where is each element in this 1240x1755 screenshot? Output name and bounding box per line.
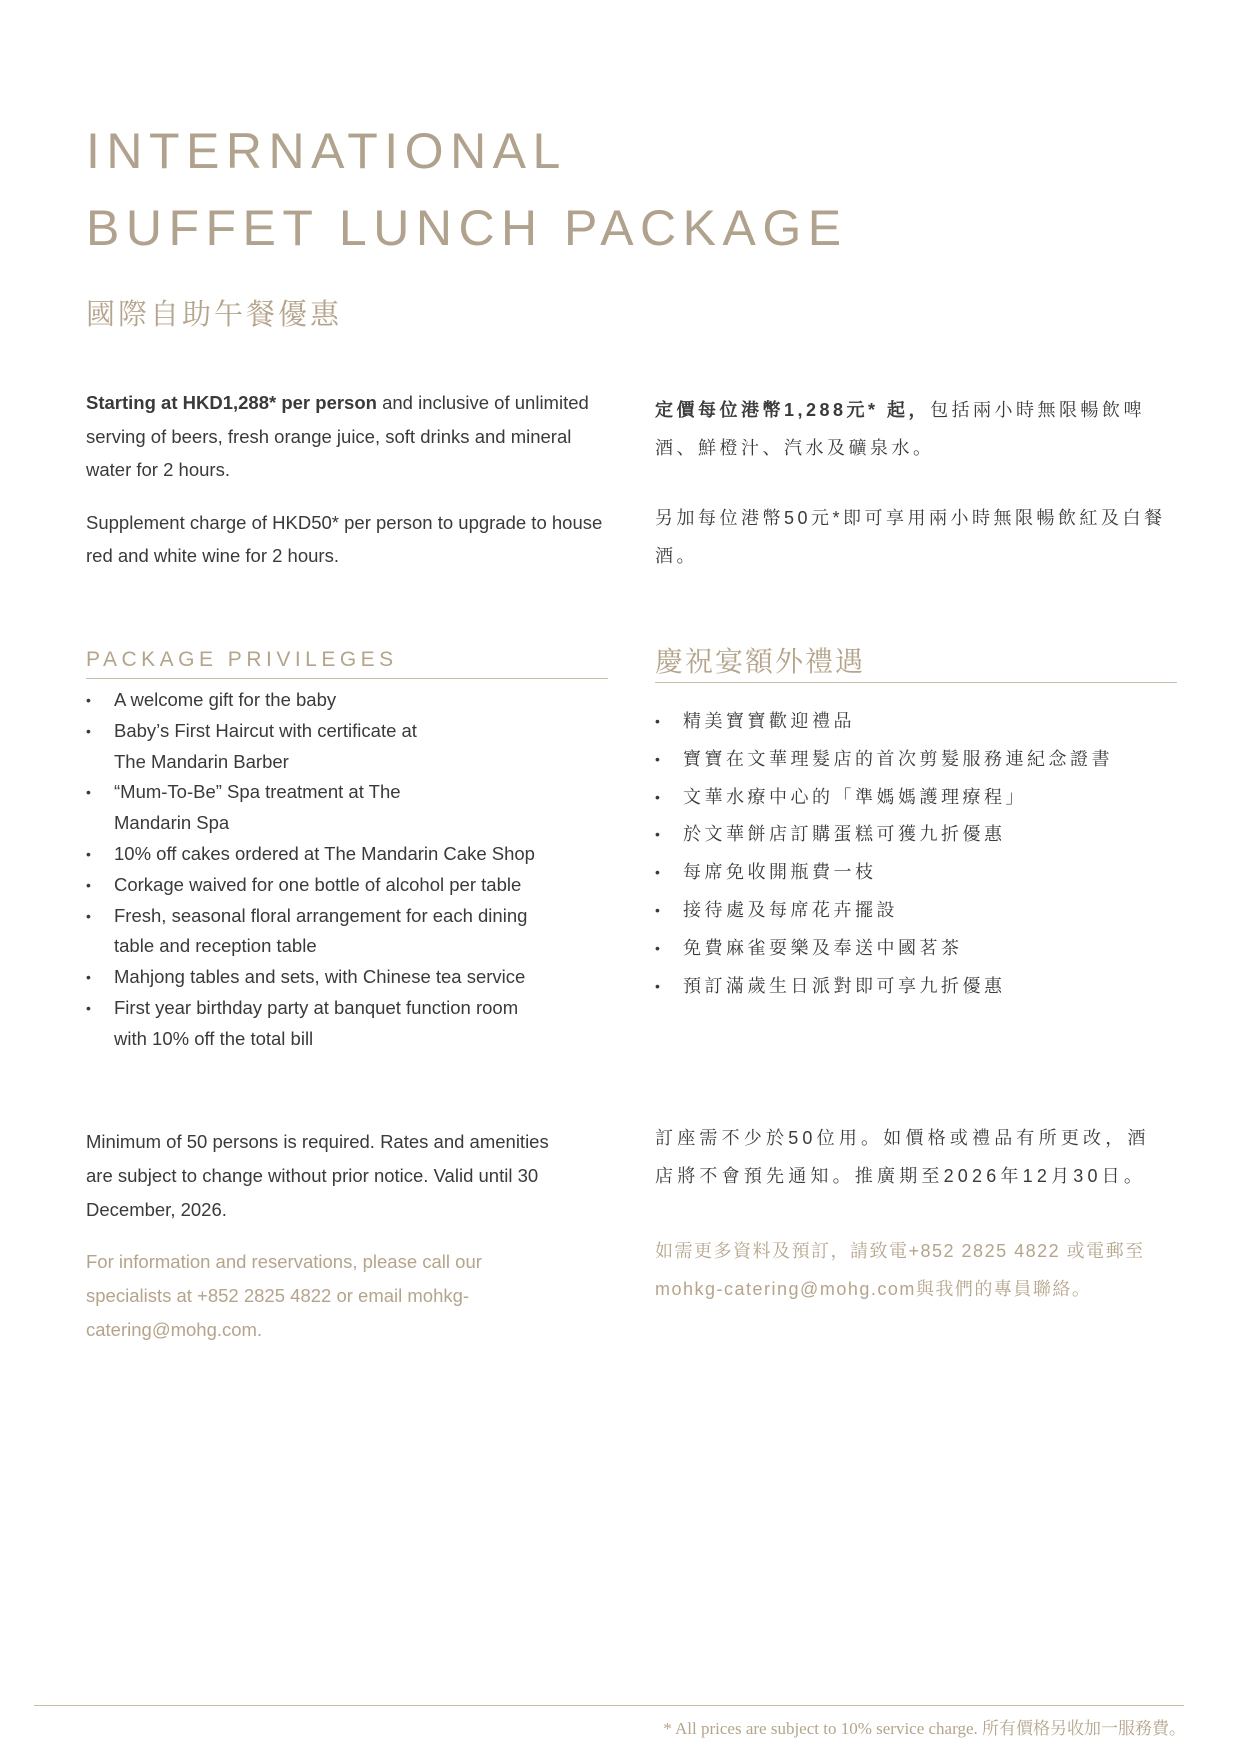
pricing-en: [86, 386, 611, 573]
privilege-item-cn: • 寶寶在文華理髮店的首次剪髮服務連紀念證書: [655, 741, 1177, 779]
bullet-icon: •: [86, 999, 91, 1016]
bullet-icon: •: [86, 845, 91, 862]
bullet-icon: •: [655, 901, 664, 918]
contact-en: [86, 1245, 516, 1347]
bullet-icon: •: [655, 713, 664, 729]
privileges-list-en: [86, 685, 608, 1055]
bullet-icon: •: [655, 788, 664, 805]
terms-en-text: Minimum of 50 persons is required. Rates and amenities are subject to change without prior notice. Valid until 30 December, 2026.: [86, 1131, 549, 1220]
pricing-cn-paragraph-1: [655, 391, 1175, 467]
page-title-line-1: INTERNATIONAL: [86, 123, 567, 179]
privilege-item-cn: • 接待處及每席花卉擺設: [655, 892, 1177, 930]
privilege-item-en: • Corkage waived for one bottle of alcohol per table: [86, 870, 608, 901]
price-details-cn: 包括兩小時無限暢飲啤酒、鮮橙汁、汽水及礦泉水。: [655, 400, 1146, 458]
privilege-item-en: • Fresh, seasonal floral arrangement for each dining table and reception table: [86, 901, 608, 963]
price-details-en: and inclusive of unlimited serving of beers, fresh orange juice, soft drinks and mineral water for 2 hours.: [86, 392, 589, 480]
privilege-item-cn: • 免費麻雀耍樂及奉送中國茗茶: [655, 930, 1177, 968]
privilege-item-en: • A welcome gift for the baby: [86, 685, 608, 716]
bullet-icon: •: [86, 907, 91, 924]
bullet-icon: •: [655, 864, 664, 881]
privileges-en-section: [86, 648, 608, 1055]
privileges-heading-en: PACKAGE PRIVILEGES: [86, 648, 398, 671]
terms-cn: [655, 1119, 1165, 1195]
bullet-icon: •: [86, 722, 91, 739]
contact-cn: [655, 1232, 1175, 1308]
terms-cn-text: 訂座需不少於50位用。如價格或禮品有所更改，酒店將不會預先通知。推廣期至2026年12月30日。: [655, 1128, 1150, 1186]
privilege-item-en: • 10% off cakes ordered at The Mandarin Cake Shop: [86, 839, 608, 870]
privilege-item-cn: • 文華水療中心的「準媽媽護理療程」: [655, 779, 1177, 817]
pricing-cn-paragraph-2: 另加每位港幣50元*即可享用兩小時無限暢飲紅及白餐酒。: [655, 508, 1166, 566]
bullet-icon: •: [86, 784, 91, 801]
contact-en-text[interactable]: For information and reservations, please call our specialists at +852 2825 4822 or email mohkg-catering@mohg.com.: [86, 1251, 482, 1340]
privilege-item-en: • Baby’s First Haircut with certificate at The Mandarin Barber: [86, 716, 608, 778]
bullet-icon: •: [86, 876, 91, 893]
page-title-chinese: 國際自助午餐優惠: [86, 299, 343, 331]
price-highlight-en: Starting at HKD1,288* per person: [86, 392, 377, 413]
privilege-item-cn: • 精美寶寶歡迎禮品: [655, 703, 1177, 741]
privileges-divider-cn: [655, 682, 1177, 683]
privileges-list-cn: [655, 703, 1177, 1005]
price-highlight-cn: 定價每位港幣1,288元* 起，: [655, 400, 931, 420]
privilege-item-en: • First year birthday party at banquet function room with 10% off the total bill: [86, 993, 608, 1055]
privilege-item-en: • Mahjong tables and sets, with Chinese tea service: [86, 962, 608, 993]
privilege-item-en: • “Mum-To-Be” Spa treatment at The Mandarin Spa: [86, 777, 608, 839]
privilege-item-cn: • 每席免收開瓶費一枝: [655, 854, 1177, 892]
page-title-line-2: BUFFET LUNCH PACKAGE: [86, 200, 848, 256]
bullet-icon: •: [655, 977, 664, 994]
pricing-en-paragraph-2: Supplement charge of HKD50* per person to upgrade to house red and white wine for 2 hours.: [86, 511, 603, 566]
bullet-icon: •: [655, 939, 664, 956]
privileges-divider-en: [86, 678, 608, 679]
privileges-heading-cn: 慶祝宴額外禮遇: [655, 646, 866, 677]
pricing-cn: [655, 391, 1175, 575]
pricing-en-paragraph-1: [86, 386, 611, 487]
bullet-icon: •: [86, 969, 91, 986]
bullet-icon: •: [655, 826, 664, 843]
bullet-icon: •: [86, 692, 91, 708]
footnote: * All prices are subject to 10% service charge. 所有價格另收加一服務費。: [663, 1719, 1186, 1738]
terms-en: [86, 1125, 576, 1227]
privilege-item-cn: • 預訂滿歲生日派對即可享九折優惠: [655, 968, 1177, 1006]
bullet-icon: •: [655, 750, 664, 767]
privilege-item-cn: • 於文華餅店訂購蛋糕可獲九折優惠: [655, 816, 1177, 854]
contact-cn-text[interactable]: 如需更多資料及預訂，請致電+852 2825 4822 或電郵至mohkg-catering@mohg.com與我們的專員聯絡。: [655, 1241, 1145, 1299]
footer-divider: [34, 1705, 1184, 1706]
privileges-cn-section: [655, 640, 1177, 1005]
